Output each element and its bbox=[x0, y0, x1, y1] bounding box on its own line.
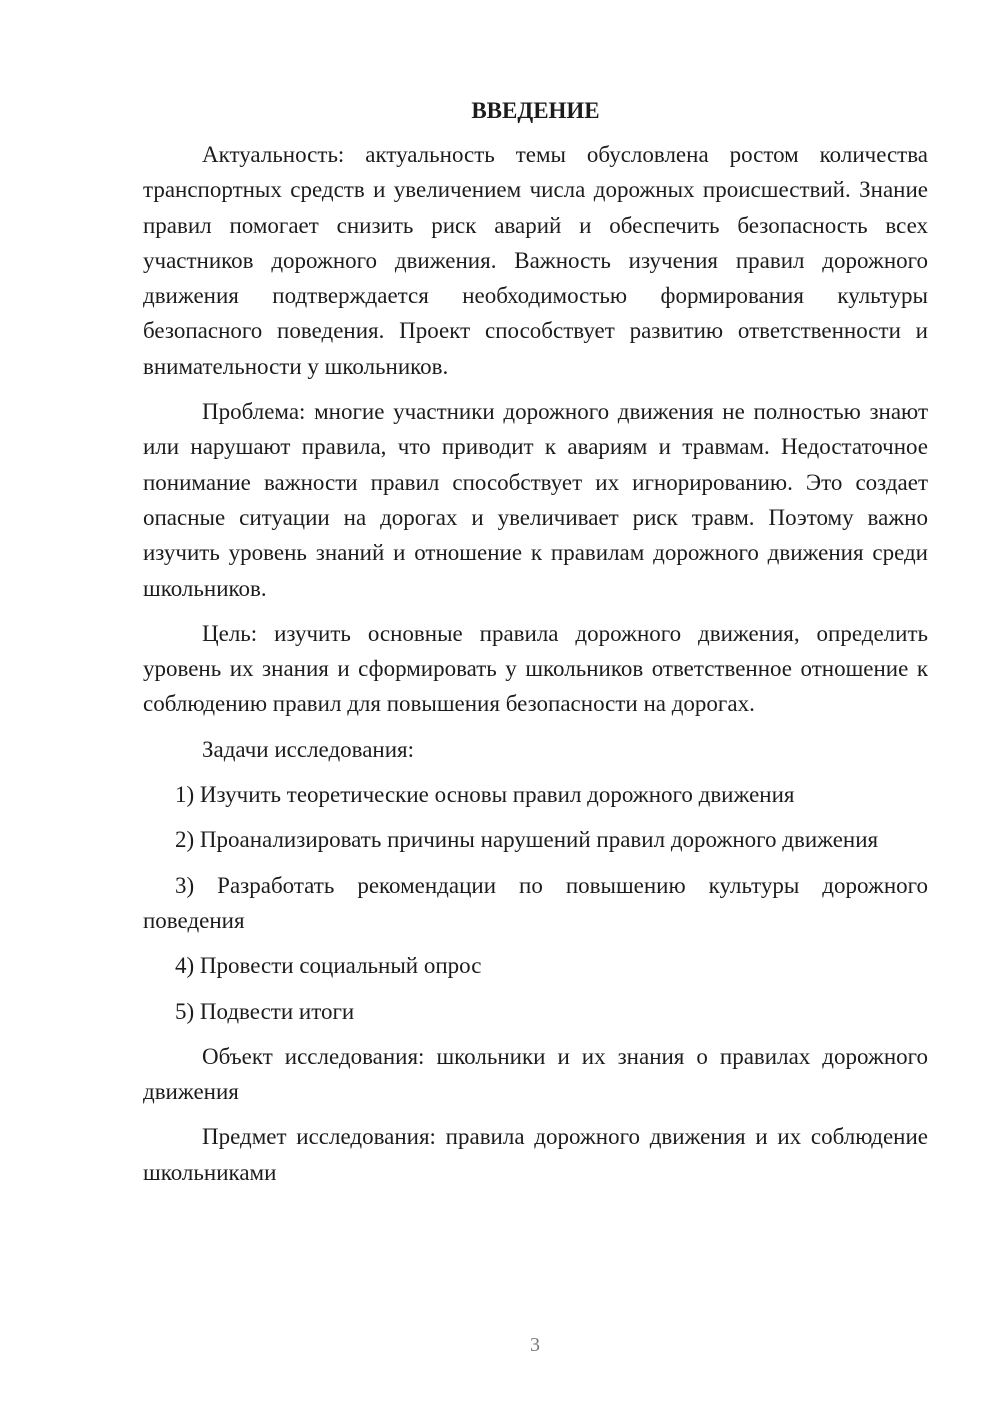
task-item-2: 2) Проанализировать причины нарушений правил дорожного движения bbox=[175, 827, 879, 853]
task-item-1: 1) Изучить теоретические основы правил дорожного движения bbox=[175, 782, 795, 808]
object-paragraph: Объект исследования: школьники и их знания о правилах дорожного движения bbox=[143, 1043, 928, 1105]
task-item-4: 4) Провести социальный опрос bbox=[175, 953, 482, 979]
relevance-paragraph: Актуальность: актуальность темы обусловлена ростом количества транспортных средств и увеличением числа дорожных происшествий. Знание правил помогает снизить риск аварий и обеспечить безопасность всех участников дорожного движения. Важность изучения правил дорожного движения подтверждается необходимостью формирования культуры безопасного поведения. Проект способствует развитию ответственности и внимательности у школьников. bbox=[143, 142, 928, 379]
page-number: 3 bbox=[530, 1334, 540, 1356]
goal-paragraph: Цель: изучить основные правила дорожного движения, определить уровень их знания и сформировать у школьников ответственное отношение к соблюдению правил для повышения безопасности на дорогах. bbox=[143, 620, 928, 717]
task-item-5: 5) Подвести итоги bbox=[175, 998, 355, 1024]
problem-paragraph: Проблема: многие участники дорожного движения не полностью знают или нарушают правила, что приводит к авариям и травмам. Недостаточное понимание важности правил способствует их игнорированию. Это создает опасные ситуации на дорогах и увеличивает риск травм. Поэтому важно изучить уровень знаний и отношение к правилам дорожного движения среди школьников. bbox=[143, 399, 928, 601]
page-title: ВВЕДЕНИЕ bbox=[471, 98, 600, 123]
task-item-3: 3) Разработать рекомендации по повышению культуры дорожного поведения bbox=[143, 872, 928, 933]
document-page bbox=[143, 96, 928, 1200]
tasks-heading: Задачи исследования: bbox=[202, 736, 415, 762]
subject-paragraph: Предмет исследования: правила дорожного движения и их соблюдение школьниками bbox=[143, 1124, 928, 1185]
